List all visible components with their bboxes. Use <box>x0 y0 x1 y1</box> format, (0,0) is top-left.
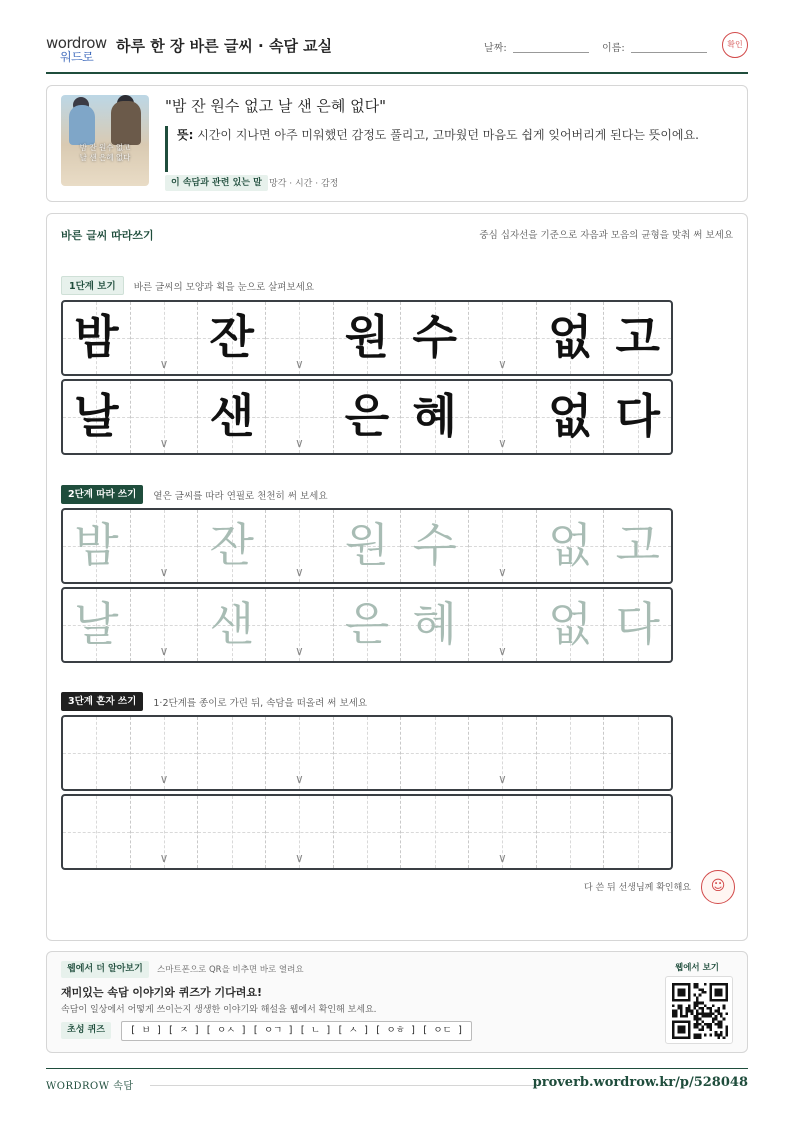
date-input-line[interactable] <box>513 52 589 53</box>
qr-title: 웹에서 보기 <box>674 963 719 973</box>
practice-character: 날 <box>74 389 119 443</box>
writing-cell <box>401 381 469 453</box>
practice-character: 날 <box>74 597 119 651</box>
space-mark-icon: ∨ <box>159 565 169 579</box>
date-field[interactable] <box>484 39 589 54</box>
practice-character: 다 <box>615 389 660 443</box>
writing-cell[interactable] <box>334 589 402 661</box>
writing-cell[interactable] <box>334 717 402 789</box>
practice-character: 없 <box>547 310 593 364</box>
writing-cell <box>63 302 131 374</box>
meaning-label: 뜻: <box>177 128 194 142</box>
writing-cell <box>131 302 199 374</box>
writing-cell[interactable] <box>63 589 131 661</box>
practice-character: 수 <box>412 518 457 572</box>
space-mark-icon: ∨ <box>159 357 169 371</box>
logo-sub-text: 워드로 <box>60 50 94 64</box>
writing-cell <box>63 381 131 453</box>
writing-cell[interactable] <box>537 510 605 582</box>
writing-cell[interactable] <box>537 717 605 789</box>
writing-cell[interactable] <box>604 717 671 789</box>
proverb-quote: "밤 잔 원수 없고 날 샌 은혜 없다" <box>165 97 387 115</box>
space-mark-icon: ∨ <box>294 357 304 371</box>
writing-cell[interactable] <box>131 717 199 789</box>
practice-note: 중심 십자선을 기준으로 자음과 모음의 균형을 맞춰 써 보세요 <box>479 230 733 241</box>
step-1-desc: 바른 글씨의 모양과 획을 눈으로 살펴보세요 <box>133 281 315 293</box>
web-more-label: 웹에서 더 알아보기 <box>61 961 149 978</box>
qr-code-icon[interactable] <box>665 976 733 1044</box>
space-mark-icon: ∨ <box>159 644 169 658</box>
space-mark-icon: ∨ <box>159 772 169 786</box>
writing-cell[interactable] <box>266 796 334 868</box>
writing-cell[interactable] <box>604 589 671 661</box>
web-more-description: 속담이 일상에서 어떻게 쓰이는지 생생한 이야기와 해설을 웹에서 확인해 보세요. <box>61 1005 377 1015</box>
writing-cell[interactable] <box>604 510 671 582</box>
writing-cell[interactable] <box>266 717 334 789</box>
step-3-row-1[interactable] <box>61 715 673 791</box>
web-more-hint: 스마트폰으로 QR을 비추면 바로 열려요 <box>157 965 304 975</box>
step-2-row-1[interactable] <box>61 508 673 584</box>
meaning-text: 시간이 지나면 아주 미워했던 감정도 풀리고, 고마웠던 마음도 쉽게 잊어버리게 된다는 뜻이에요. <box>197 128 699 142</box>
space-mark-icon: ∨ <box>159 851 169 865</box>
writing-cell[interactable] <box>401 510 469 582</box>
step-2-header <box>61 484 328 504</box>
stamp-text: 확인 <box>727 40 743 49</box>
page-footer <box>46 1068 748 1096</box>
writing-cell <box>469 381 537 453</box>
practice-character: 은 <box>344 597 390 651</box>
name-field[interactable] <box>602 39 707 54</box>
step-1-row-2 <box>61 379 673 455</box>
writing-cell <box>131 381 199 453</box>
writing-cell <box>334 302 402 374</box>
writing-cell[interactable] <box>266 589 334 661</box>
step-2-row-2[interactable] <box>61 587 673 663</box>
space-mark-icon: ∨ <box>294 772 304 786</box>
practice-panel <box>46 213 748 941</box>
name-label: 이름: <box>602 43 625 54</box>
logo-main-text: wordrow <box>46 34 107 52</box>
space-mark-icon: ∨ <box>294 644 304 658</box>
practice-character: 밤 <box>74 518 119 572</box>
practice-character: 다 <box>615 597 660 651</box>
step-3-row-2[interactable] <box>61 794 673 870</box>
practice-character: 은 <box>344 389 390 443</box>
practice-character: 없 <box>547 389 593 443</box>
practice-character: 없 <box>547 518 593 572</box>
space-mark-icon: ∨ <box>497 357 507 371</box>
writing-cell[interactable] <box>63 717 131 789</box>
space-mark-icon: ∨ <box>294 565 304 579</box>
writing-cell[interactable] <box>131 589 199 661</box>
practice-title: 바른 글씨 따라쓰기 <box>61 229 154 242</box>
writing-cell[interactable] <box>537 796 605 868</box>
writing-cell[interactable] <box>469 717 537 789</box>
practice-character: 고 <box>615 310 660 364</box>
writing-cell[interactable] <box>469 796 537 868</box>
writing-cell[interactable] <box>401 589 469 661</box>
teacher-check-note: 다 쓴 뒤 선생님께 확인해요 <box>583 883 691 893</box>
writing-cell[interactable] <box>63 510 131 582</box>
space-mark-icon: ∨ <box>497 851 507 865</box>
proverb-meaning <box>165 126 735 172</box>
writing-cell[interactable] <box>401 717 469 789</box>
practice-character: 잔 <box>209 310 254 364</box>
writing-cell[interactable] <box>266 510 334 582</box>
space-mark-icon: ∨ <box>159 436 169 450</box>
writing-cell <box>537 381 605 453</box>
practice-character: 원 <box>344 518 390 572</box>
practice-character: 원 <box>344 310 390 364</box>
writing-cell <box>469 302 537 374</box>
writing-cell[interactable] <box>537 589 605 661</box>
step-3-desc: 1·2단계를 종이로 가린 뒤, 속담을 떠올려 써 보세요 <box>153 697 368 709</box>
space-mark-icon: ∨ <box>497 565 507 579</box>
web-more-card <box>46 951 748 1053</box>
illustration-caption: 밤 잔 원수 없고 날 샌 은혜 없다 <box>79 143 131 162</box>
sheet-title: 하루 한 장 바른 글씨 · 속담 교실 <box>116 37 333 55</box>
step-3-badge: 3단계 혼자 쓰기 <box>61 692 143 711</box>
writing-cell <box>604 381 671 453</box>
proverb-card <box>46 85 748 202</box>
check-stamp-icon <box>722 32 748 58</box>
writing-cell <box>334 381 402 453</box>
teacher-stamp-icon: ☺ <box>701 870 735 904</box>
space-mark-icon: ∨ <box>497 436 507 450</box>
related-words-label: 이 속담과 관련 있는 말 <box>165 175 268 191</box>
step-2-badge: 2단계 따라 쓰기 <box>61 485 143 504</box>
writing-cell <box>198 381 266 453</box>
space-mark-icon: ∨ <box>294 851 304 865</box>
practice-character: 잔 <box>209 518 254 572</box>
writing-cell <box>604 302 671 374</box>
writing-cell[interactable] <box>469 510 537 582</box>
wordrow-logo[interactable] <box>46 34 107 64</box>
name-input-line[interactable] <box>631 52 707 53</box>
writing-cell[interactable] <box>198 510 266 582</box>
practice-character: 밤 <box>74 310 119 364</box>
initial-quiz-label: 초성 퀴즈 <box>61 1022 111 1039</box>
writing-cell[interactable] <box>198 717 266 789</box>
writing-cell[interactable] <box>401 796 469 868</box>
footer-divider <box>150 1085 536 1086</box>
writing-cell[interactable] <box>469 589 537 661</box>
practice-character: 혜 <box>412 389 457 443</box>
space-mark-icon: ∨ <box>497 644 507 658</box>
proverb-illustration <box>61 95 149 186</box>
initial-quiz-box: [ ㅂ ] [ ㅈ ] [ ㅇㅅ ] [ ㅇㄱ ] [ ㄴ ] [ ㅅ ] [ ㅇㅎ ] [ ㅇㄷ ] <box>121 1021 472 1041</box>
practice-character: 고 <box>615 518 660 572</box>
practice-character: 없 <box>547 597 593 651</box>
step-1-header <box>61 275 314 295</box>
date-label: 날짜: <box>484 43 507 54</box>
writing-cell[interactable] <box>604 796 671 868</box>
practice-character: 혜 <box>412 597 457 651</box>
related-words-tags: 망각 · 시간 · 감정 <box>269 179 339 189</box>
space-mark-icon: ∨ <box>294 436 304 450</box>
writing-cell[interactable] <box>198 589 266 661</box>
sheet-header <box>46 30 748 74</box>
step-2-desc: 옅은 글씨를 따라 연필로 천천히 써 보세요 <box>153 490 328 502</box>
step-3-header <box>61 691 367 711</box>
writing-cell[interactable] <box>63 796 131 868</box>
step-1-badge: 1단계 보기 <box>61 276 124 295</box>
writing-cell[interactable] <box>131 796 199 868</box>
writing-cell <box>198 302 266 374</box>
step-1-row-1 <box>61 300 673 376</box>
practice-character: 샌 <box>209 389 254 443</box>
practice-character: 수 <box>412 310 457 364</box>
writing-cell <box>537 302 605 374</box>
writing-cell <box>401 302 469 374</box>
footer-brand: WORDROW 속담 <box>46 1081 134 1092</box>
practice-character: 샌 <box>209 597 254 651</box>
writing-cell <box>266 302 334 374</box>
writing-cell[interactable] <box>198 796 266 868</box>
writing-cell[interactable] <box>334 510 402 582</box>
writing-cell <box>266 381 334 453</box>
space-mark-icon: ∨ <box>497 772 507 786</box>
writing-cell[interactable] <box>334 796 402 868</box>
web-more-headline: 재미있는 속담 이야기와 퀴즈가 기다려요! <box>61 986 262 999</box>
footer-url-link[interactable]: proverb.wordrow.kr/p/528048 <box>532 1075 748 1090</box>
writing-cell[interactable] <box>131 510 199 582</box>
